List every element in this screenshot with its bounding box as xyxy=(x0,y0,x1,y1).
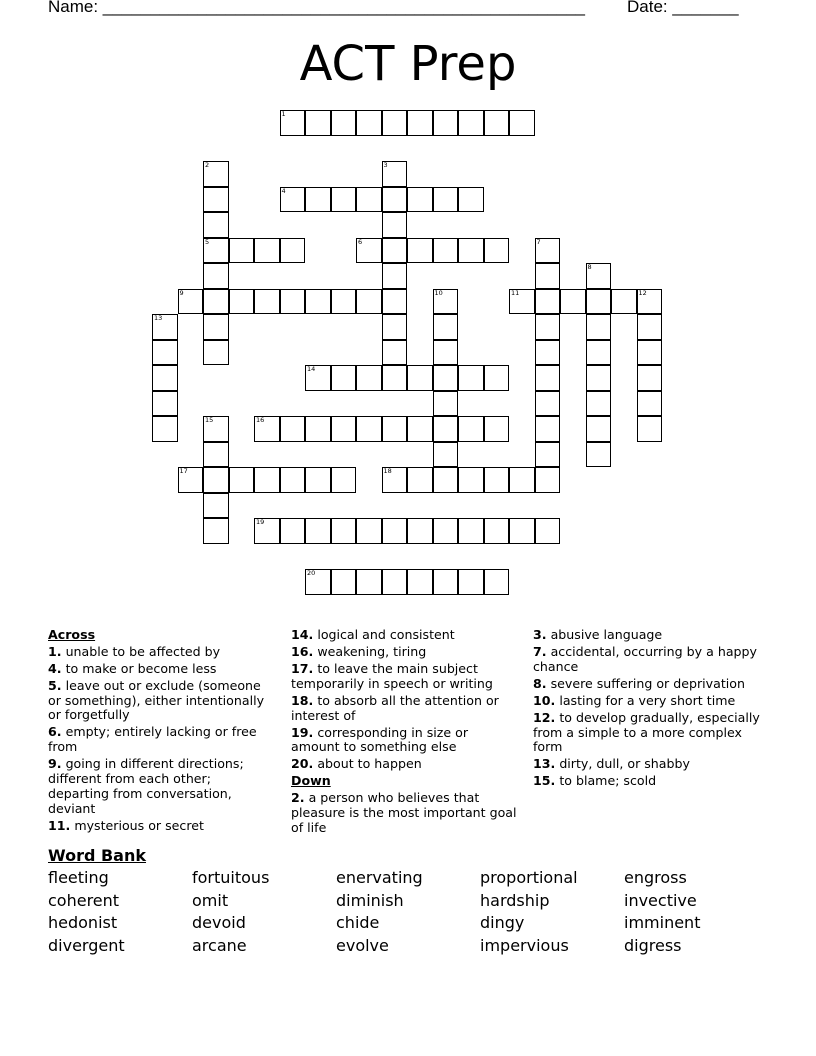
clue-number: 19 xyxy=(256,518,265,526)
grid-cell[interactable] xyxy=(535,263,561,289)
grid-cell[interactable] xyxy=(433,314,459,340)
across-clue-list xyxy=(48,645,273,834)
grid-cell[interactable] xyxy=(356,518,382,544)
grid-cell[interactable] xyxy=(637,416,663,442)
grid-cell[interactable] xyxy=(331,416,357,442)
grid-cell[interactable] xyxy=(152,416,178,442)
grid-cell[interactable] xyxy=(382,263,408,289)
grid-cell[interactable] xyxy=(254,416,280,442)
grid-cell[interactable] xyxy=(509,467,535,493)
grid-cell[interactable] xyxy=(203,161,229,187)
clue-number-label: 4. xyxy=(48,660,62,676)
grid-cell[interactable] xyxy=(637,391,663,417)
grid-cell[interactable] xyxy=(586,314,612,340)
clue-item xyxy=(291,791,517,835)
word-bank-word: fleeting xyxy=(48,868,109,887)
down-clue-list-continued xyxy=(533,628,773,789)
clue-number: 2 xyxy=(205,161,210,169)
word-bank-word: digress xyxy=(624,936,682,955)
grid-cell[interactable] xyxy=(305,569,331,595)
clue-item xyxy=(533,677,773,692)
grid-cell[interactable] xyxy=(331,569,357,595)
word-bank-word: chide xyxy=(336,913,380,932)
grid-cell[interactable] xyxy=(433,391,459,417)
grid-cell[interactable] xyxy=(356,569,382,595)
clue-item xyxy=(48,757,273,816)
grid-cell[interactable] xyxy=(637,365,663,391)
grid-cell[interactable] xyxy=(382,238,408,264)
grid-cell[interactable] xyxy=(458,187,484,213)
grid-cell[interactable] xyxy=(535,238,561,264)
grid-cell[interactable] xyxy=(586,442,612,468)
clue-number-label: 8. xyxy=(533,675,547,691)
word-bank-word: diminish xyxy=(336,891,404,910)
clues-column-2 xyxy=(291,628,517,838)
grid-cell[interactable] xyxy=(305,416,331,442)
grid-cell[interactable] xyxy=(280,187,306,213)
clues-column-3 xyxy=(533,628,773,791)
clue-text: accidental, occurring by a happy chance xyxy=(533,643,757,674)
grid-cell[interactable] xyxy=(152,391,178,417)
grid-cell[interactable] xyxy=(203,187,229,213)
word-bank-word: hardship xyxy=(480,891,550,910)
grid-cell[interactable] xyxy=(331,365,357,391)
grid-cell[interactable] xyxy=(305,365,331,391)
clue-text: severe suffering or deprivation xyxy=(546,675,745,691)
grid-cell[interactable] xyxy=(382,467,408,493)
clue-number-label: 11. xyxy=(48,817,71,833)
grid-cell[interactable] xyxy=(152,340,178,366)
grid-cell[interactable] xyxy=(280,467,306,493)
grid-cell[interactable] xyxy=(458,416,484,442)
grid-cell[interactable] xyxy=(356,238,382,264)
clue-number-label: 2. xyxy=(291,790,305,806)
grid-cell[interactable] xyxy=(586,391,612,417)
clue-number: 17 xyxy=(179,467,188,475)
grid-cell[interactable] xyxy=(560,289,586,315)
grid-cell[interactable] xyxy=(356,187,382,213)
grid-cell[interactable] xyxy=(484,467,510,493)
clue-item xyxy=(533,711,773,755)
grid-cell[interactable] xyxy=(484,365,510,391)
clue-number: 3 xyxy=(383,161,388,169)
clue-item xyxy=(48,725,273,755)
clue-number-label: 18. xyxy=(291,692,314,708)
clue-number: 12 xyxy=(638,288,647,297)
word-bank-word: proportional xyxy=(480,868,578,887)
clue-number: 18 xyxy=(383,467,392,475)
grid-cell[interactable] xyxy=(382,518,408,544)
clue-number: 4 xyxy=(281,186,286,195)
grid-cell[interactable] xyxy=(331,187,357,213)
page-title: ACT Prep xyxy=(299,36,517,92)
grid-cell[interactable] xyxy=(458,110,484,136)
grid-cell[interactable] xyxy=(611,289,637,315)
grid-cell[interactable] xyxy=(203,416,229,442)
clue-text: dirty, dull, or shabby xyxy=(555,756,690,772)
clue-number: 16 xyxy=(256,416,265,424)
down-heading: Down xyxy=(291,773,331,789)
grid-cell[interactable] xyxy=(535,467,561,493)
grid-cell[interactable] xyxy=(331,518,357,544)
grid-cell[interactable] xyxy=(356,110,382,136)
grid-cell[interactable] xyxy=(331,289,357,315)
grid-cell[interactable] xyxy=(535,518,561,544)
grid-cell[interactable] xyxy=(433,442,459,468)
clue-number: 15 xyxy=(205,416,214,424)
grid-cell[interactable] xyxy=(178,289,204,315)
grid-cell[interactable] xyxy=(535,365,561,391)
grid-cell[interactable] xyxy=(305,518,331,544)
clue-item xyxy=(291,662,517,692)
word-bank-word: devoid xyxy=(192,913,246,932)
grid-cell[interactable] xyxy=(433,467,459,493)
grid-cell[interactable] xyxy=(178,467,204,493)
clue-number: 10 xyxy=(434,288,443,297)
grid-cell[interactable] xyxy=(280,238,306,264)
clue-item xyxy=(533,757,773,772)
date-field-label: Date: _______ xyxy=(627,0,739,16)
word-bank-word: divergent xyxy=(48,936,125,955)
grid-cell[interactable] xyxy=(458,467,484,493)
grid-cell[interactable] xyxy=(203,238,229,264)
word-bank-word: dingy xyxy=(480,913,525,932)
clue-number-label: 20. xyxy=(291,756,314,772)
grid-cell[interactable] xyxy=(203,212,229,238)
grid-cell[interactable] xyxy=(509,289,535,315)
name-field-label: Name: ___________________________________________________ xyxy=(48,0,585,16)
grid-cell[interactable] xyxy=(356,416,382,442)
grid-cell[interactable] xyxy=(433,569,459,595)
word-bank-word: hedonist xyxy=(48,913,118,932)
clue-text: weakening, tiring xyxy=(313,643,427,659)
grid-cell[interactable] xyxy=(407,467,433,493)
word-bank-word: arcane xyxy=(192,936,247,955)
clue-number: 6 xyxy=(358,237,363,246)
grid-cell[interactable] xyxy=(254,518,280,544)
grid-cell[interactable] xyxy=(637,289,663,315)
clue-text: lasting for a very short time xyxy=(555,692,736,708)
grid-cell[interactable] xyxy=(229,289,255,315)
grid-cell[interactable] xyxy=(254,467,280,493)
grid-cell[interactable] xyxy=(382,161,408,187)
grid-cell[interactable] xyxy=(382,340,408,366)
clue-number-label: 16. xyxy=(291,643,314,659)
clue-number-label: 13. xyxy=(533,756,556,772)
grid-cell[interactable] xyxy=(484,110,510,136)
clue-item xyxy=(533,645,773,675)
grid-cell[interactable] xyxy=(229,238,255,264)
word-bank-word: evolve xyxy=(336,936,389,955)
across-heading: Across xyxy=(48,627,96,642)
grid-cell[interactable] xyxy=(280,110,306,136)
grid-cell[interactable] xyxy=(458,569,484,595)
grid-cell[interactable] xyxy=(203,263,229,289)
grid-cell[interactable] xyxy=(407,416,433,442)
clue-number: 13 xyxy=(154,314,163,322)
word-bank-word: invective xyxy=(624,891,697,910)
clue-number-label: 14. xyxy=(291,627,314,642)
grid-cell[interactable] xyxy=(586,263,612,289)
grid-cell[interactable] xyxy=(586,416,612,442)
clue-item xyxy=(533,774,773,789)
grid-cell[interactable] xyxy=(484,569,510,595)
clue-text: to blame; scold xyxy=(555,773,657,789)
clue-item xyxy=(291,757,517,772)
grid-cell[interactable] xyxy=(433,416,459,442)
grid-cell[interactable] xyxy=(407,518,433,544)
grid-cell[interactable] xyxy=(356,289,382,315)
grid-cell[interactable] xyxy=(331,110,357,136)
clue-item xyxy=(533,694,773,709)
grid-cell[interactable] xyxy=(203,289,229,315)
grid-cell[interactable] xyxy=(229,467,255,493)
clue-number: 5 xyxy=(205,237,210,246)
word-bank-word: fortuitous xyxy=(192,868,270,887)
across-clue-list-continued xyxy=(291,628,517,772)
grid-cell[interactable] xyxy=(203,314,229,340)
grid-cell[interactable] xyxy=(331,467,357,493)
grid-cell[interactable] xyxy=(433,365,459,391)
grid-cell[interactable] xyxy=(382,365,408,391)
clue-text: a person who believes that pleasure is the most important goal of life xyxy=(291,790,517,835)
clue-number-label: 6. xyxy=(48,724,62,740)
clue-text: logical and consistent xyxy=(313,627,455,642)
grid-cell[interactable] xyxy=(433,110,459,136)
grid-cell[interactable] xyxy=(280,416,306,442)
grid-cell[interactable] xyxy=(382,314,408,340)
clue-text: about to happen xyxy=(313,756,422,772)
grid-cell[interactable] xyxy=(382,212,408,238)
grid-cell[interactable] xyxy=(433,238,459,264)
grid-cell[interactable] xyxy=(535,340,561,366)
grid-cell[interactable] xyxy=(305,187,331,213)
grid-cell[interactable] xyxy=(203,493,229,519)
clue-text: leave out or exclude (someone or something), either intentionally or forgetfully xyxy=(48,677,265,723)
clue-number-label: 17. xyxy=(291,660,314,676)
grid-cell[interactable] xyxy=(407,238,433,264)
clue-text: going in different directions; different from each other; departing from conversation, deviant xyxy=(48,756,244,816)
clue-number: 14 xyxy=(307,365,316,373)
clue-text: to leave the main subject temporarily in speech or writing xyxy=(291,660,493,691)
grid-cell[interactable] xyxy=(433,187,459,213)
grid-cell[interactable] xyxy=(382,416,408,442)
grid-cell[interactable] xyxy=(305,110,331,136)
grid-cell[interactable] xyxy=(509,518,535,544)
grid-cell[interactable] xyxy=(458,238,484,264)
clue-number: 20 xyxy=(307,569,316,577)
clue-text: empty; entirely lacking or free from xyxy=(48,724,257,755)
grid-cell[interactable] xyxy=(407,569,433,595)
grid-cell[interactable] xyxy=(203,442,229,468)
clue-item xyxy=(291,726,517,756)
clues-column-1 xyxy=(48,628,273,835)
grid-cell[interactable] xyxy=(433,289,459,315)
clue-item xyxy=(48,679,273,723)
grid-cell[interactable] xyxy=(407,110,433,136)
grid-cell[interactable] xyxy=(305,289,331,315)
clue-number: 11 xyxy=(511,288,520,297)
clue-number: 1 xyxy=(281,110,286,118)
clue-item xyxy=(48,645,273,660)
clue-text: unable to be affected by xyxy=(61,643,221,659)
grid-cell[interactable] xyxy=(407,365,433,391)
grid-cell[interactable] xyxy=(484,518,510,544)
grid-cell[interactable] xyxy=(458,365,484,391)
grid-cell[interactable] xyxy=(382,289,408,315)
grid-cell[interactable] xyxy=(484,238,510,264)
grid-cell[interactable] xyxy=(407,187,433,213)
grid-cell[interactable] xyxy=(535,314,561,340)
grid-cell[interactable] xyxy=(280,518,306,544)
clue-number: 9 xyxy=(179,288,184,297)
clue-number-label: 12. xyxy=(533,709,556,725)
clue-number-label: 1. xyxy=(48,643,62,659)
clue-number-label: 3. xyxy=(533,627,547,642)
grid-cell[interactable] xyxy=(203,518,229,544)
clue-item xyxy=(533,628,773,643)
clue-number-label: 10. xyxy=(533,692,556,708)
grid-cell[interactable] xyxy=(586,365,612,391)
clue-text: to make or become less xyxy=(61,660,217,676)
grid-cell[interactable] xyxy=(382,187,408,213)
grid-cell[interactable] xyxy=(152,365,178,391)
clue-item xyxy=(48,819,273,834)
word-bank-heading: Word Bank xyxy=(48,846,147,865)
clue-item xyxy=(48,662,273,677)
grid-cell[interactable] xyxy=(535,391,561,417)
clue-text: mysterious or secret xyxy=(70,817,204,833)
clue-item xyxy=(291,645,517,660)
grid-cell[interactable] xyxy=(637,314,663,340)
clue-number-label: 15. xyxy=(533,773,556,789)
grid-cell[interactable] xyxy=(484,416,510,442)
grid-cell[interactable] xyxy=(305,467,331,493)
grid-cell[interactable] xyxy=(586,289,612,315)
grid-cell[interactable] xyxy=(535,289,561,315)
grid-cell[interactable] xyxy=(535,442,561,468)
grid-cell[interactable] xyxy=(458,518,484,544)
grid-cell[interactable] xyxy=(535,416,561,442)
word-bank-word: coherent xyxy=(48,891,120,910)
clue-number-label: 7. xyxy=(533,643,547,659)
word-bank-word: impervious xyxy=(480,936,569,955)
grid-cell[interactable] xyxy=(203,467,229,493)
clue-number-label: 19. xyxy=(291,724,314,740)
grid-cell[interactable] xyxy=(356,365,382,391)
grid-cell[interactable] xyxy=(637,340,663,366)
clue-number-label: 9. xyxy=(48,756,62,772)
word-bank-word: omit xyxy=(192,891,229,910)
clue-text: to develop gradually, especially from a simple to a more complex form xyxy=(533,709,760,755)
grid-cell[interactable] xyxy=(382,110,408,136)
clue-number: 8 xyxy=(587,263,592,271)
clue-number: 7 xyxy=(536,237,541,246)
grid-cell[interactable] xyxy=(433,340,459,366)
grid-cell[interactable] xyxy=(382,569,408,595)
grid-cell[interactable] xyxy=(152,314,178,340)
clue-text: to absorb all the attention or interest of xyxy=(291,692,499,723)
grid-cell[interactable] xyxy=(509,110,535,136)
clue-number-label: 5. xyxy=(48,677,62,693)
word-bank-word: engross xyxy=(624,868,687,887)
word-bank-word: enervating xyxy=(336,868,423,887)
grid-cell[interactable] xyxy=(254,238,280,264)
grid-cell[interactable] xyxy=(280,289,306,315)
clue-text: corresponding in size or amount to something else xyxy=(291,724,469,755)
grid-cell[interactable] xyxy=(254,289,280,315)
clue-text: abusive language xyxy=(546,627,663,642)
word-bank-word: imminent xyxy=(624,913,701,932)
grid-cell[interactable] xyxy=(203,340,229,366)
clue-item xyxy=(291,694,517,724)
clue-item xyxy=(291,628,517,643)
grid-cell[interactable] xyxy=(586,340,612,366)
down-clue-list xyxy=(291,791,517,835)
grid-cell[interactable] xyxy=(433,518,459,544)
